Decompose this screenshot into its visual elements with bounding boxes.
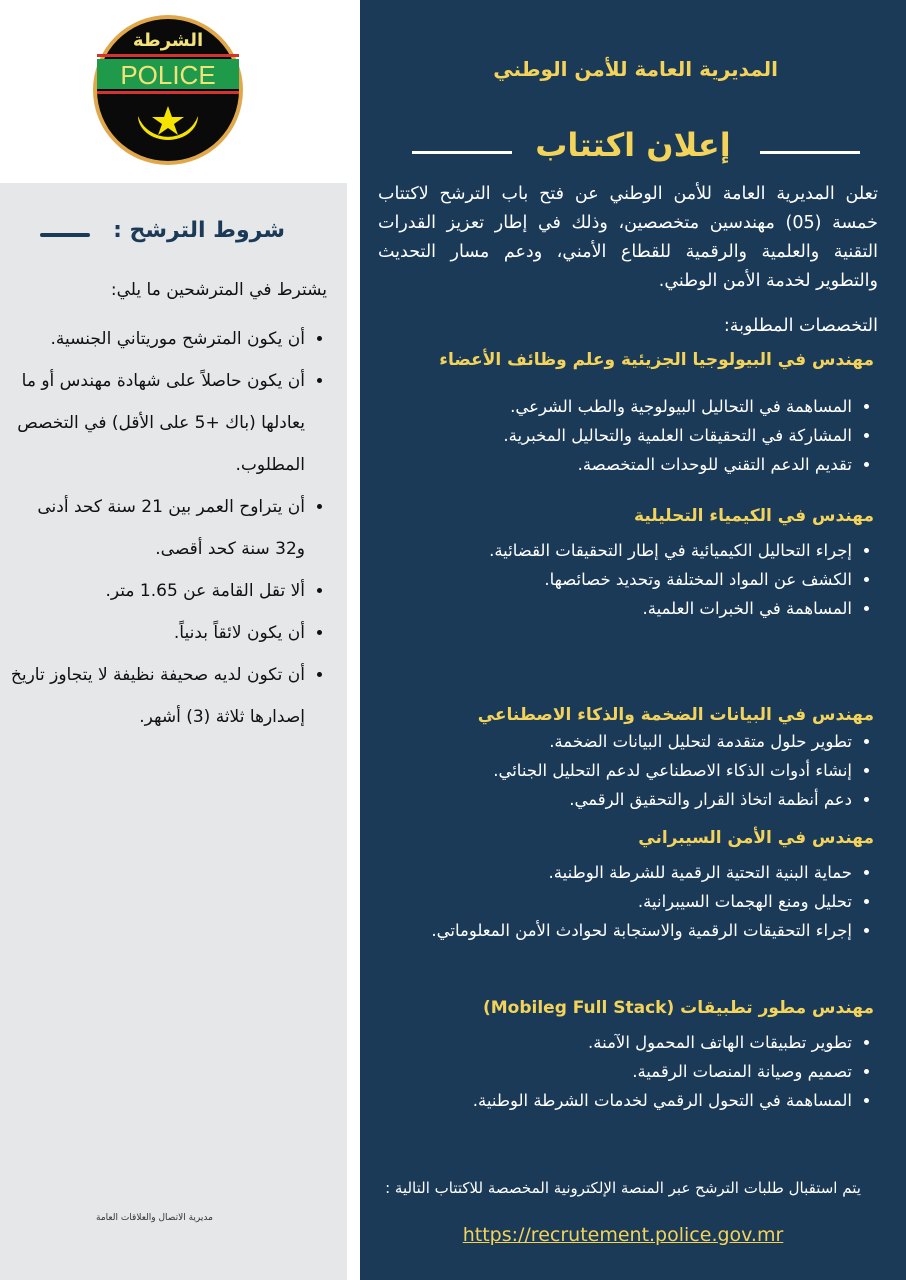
section-item: • المشاركة في التحقيقات العلمية والتحاليل المخبرية. bbox=[374, 421, 852, 450]
condition-item: • أن يكون المترشح موريتاني الجنسية. bbox=[5, 318, 305, 360]
recruitment-link[interactable]: https://recrutement.police.gov.mr bbox=[462, 1224, 784, 1246]
logo-arabic-text: الشرطة bbox=[132, 30, 204, 51]
announcement-panel bbox=[360, 0, 906, 1280]
title-dash bbox=[40, 233, 90, 237]
section-chemistry bbox=[374, 506, 874, 623]
conditions-column bbox=[0, 0, 347, 1280]
logo-police-text: POLICE bbox=[120, 60, 216, 90]
announcement-intro: تعلن المديرية العامة للأمن الوطني عن فتح باب الترشح لاكتتاب خمسة (05) مهندسين متخصصين، وذلك في إطار تعزيز القدرات التقنية والعلمية والرقمية للقطاع الأمني، ودعم مسار التحديث والتطوير لخدمة الأمن الوطني. bbox=[378, 184, 878, 291]
section-item: • المساهمة في التحول الرقمي لخدمات الشرطة الوطنية. bbox=[432, 1086, 852, 1115]
condition-item: • أن تكون لديه صحيفة نظيفة لا يتجاوز تاريخ إصدارها ثلاثة (3) أشهر. bbox=[5, 654, 305, 738]
section-mobile-dev bbox=[374, 998, 874, 1115]
section-item: • تحليل ومنع الهجمات السيبرانية. bbox=[412, 887, 852, 916]
specialties-label: التخصصات المطلوبة: bbox=[723, 316, 878, 336]
section-biology bbox=[374, 350, 874, 479]
footer-note: مديرية الاتصال والعلاقات العامة bbox=[96, 1213, 213, 1223]
section-item: • إنشاء أدوات الذكاء الاصطناعي لدعم التحليل الجنائي. bbox=[332, 756, 852, 785]
section-item: • المساهمة في التحاليل البيولوجية والطب الشرعي. bbox=[374, 392, 852, 421]
apply-text: يتم استقبال طلبات الترشح عبر المنصة الإلكترونية المخصصة للاكتتاب التالية : bbox=[385, 1179, 861, 1197]
section-item: • المساهمة في الخبرات العلمية. bbox=[472, 594, 852, 623]
condition-item: • ألا تقل القامة عن 1.65 متر. bbox=[5, 570, 305, 612]
section-item: • تطوير حلول متقدمة لتحليل البيانات الضخمة. bbox=[332, 727, 852, 756]
condition-item: • أن يكون لائقاً بدنياً. bbox=[5, 612, 305, 654]
section-title: مهندس في الأمن السيبراني bbox=[638, 828, 874, 848]
section-title: مهندس في الكيمياء التحليلية bbox=[634, 506, 874, 526]
section-item: • تطوير تطبيقات الهاتف المحمول الآمنة. bbox=[432, 1028, 852, 1057]
section-item: • إجراء التحاليل الكيميائية في إطار التحقيقات القضائية. bbox=[472, 536, 852, 565]
section-title: مهندس في البيولوجيا الجزيئية وعلم وظائف الأعضاء bbox=[439, 350, 874, 370]
section-item: • حماية البنية التحتية الرقمية للشرطة الوطنية. bbox=[412, 858, 852, 887]
directorate-name: المديرية العامة للأمن الوطني bbox=[493, 57, 778, 81]
announcement-title: إعلان اكتتاب bbox=[535, 126, 731, 164]
condition-item: • أن يتراوح العمر بين 21 سنة كحد أدنى و32 سنة كحد أقصى. bbox=[5, 486, 305, 570]
conditions-title: شروط الترشح : bbox=[113, 218, 285, 243]
section-item: • دعم أنظمة اتخاذ القرار والتحقيق الرقمي. bbox=[332, 785, 852, 814]
section-cybersecurity bbox=[374, 828, 874, 945]
police-logo bbox=[92, 14, 244, 166]
section-item: • إجراء التحقيقات الرقمية والاستجابة لحوادث الأمن المعلوماتي. bbox=[412, 916, 852, 945]
section-item: • تصميم وصيانة المنصات الرقمية. bbox=[432, 1057, 852, 1086]
condition-item: • أن يكون حاصلاً على شهادة مهندس أو ما يعادلها (باك +5 على الأقل) في التخصص المطلوب. bbox=[5, 360, 305, 486]
section-item: • الكشف عن المواد المختلفة وتحديد خصائصها. bbox=[472, 565, 852, 594]
section-title: مهندس في البيانات الضخمة والذكاء الاصطناعي bbox=[477, 705, 874, 725]
logo-area bbox=[0, 0, 347, 183]
conditions-intro: يشترط في المترشحين ما يلي: bbox=[110, 280, 327, 300]
conditions-list bbox=[5, 318, 327, 738]
section-bigdata-ai bbox=[374, 705, 874, 814]
section-item: • تقديم الدعم التقني للوحدات المتخصصة. bbox=[374, 450, 852, 479]
section-title: مهندس مطور تطبيقات (Mobileg Full Stack) bbox=[482, 998, 874, 1018]
